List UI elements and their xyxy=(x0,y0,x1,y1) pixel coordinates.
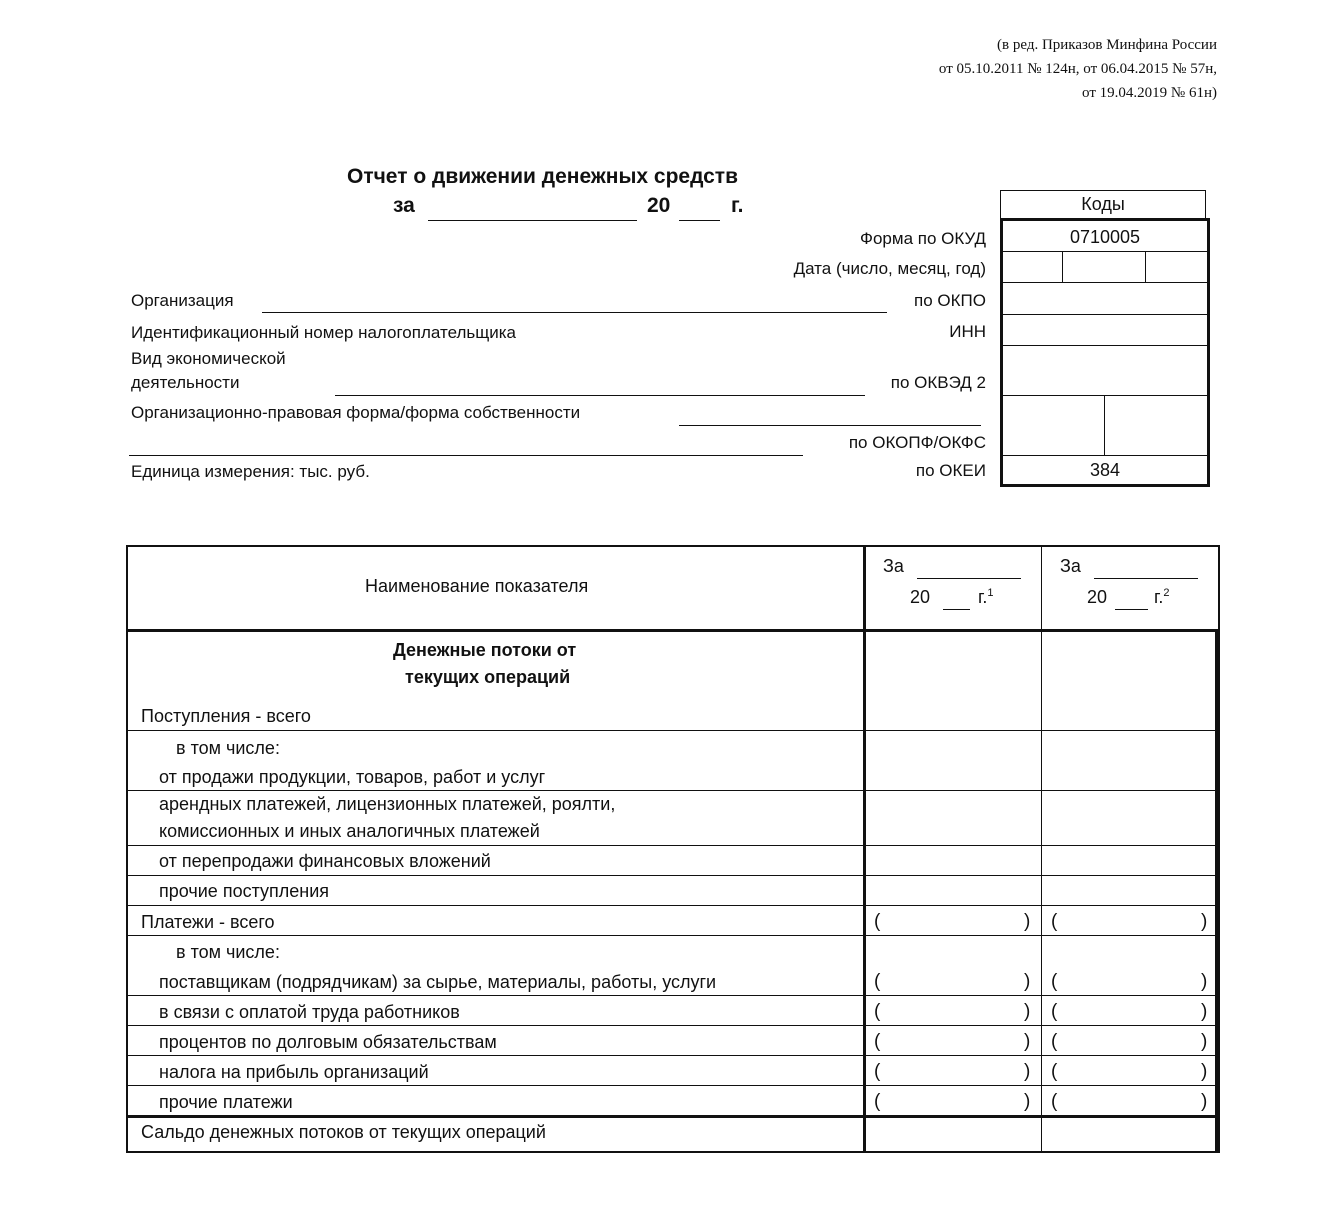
col1-year-line[interactable] xyxy=(943,609,970,610)
paren-close: ) xyxy=(1201,1031,1208,1052)
row-receipts-total: Поступления - всего xyxy=(141,706,311,726)
row-profit-tax: налога на прибыль организаций xyxy=(159,1062,429,1082)
paren-open: ( xyxy=(874,911,881,932)
paren-close: ) xyxy=(1024,971,1031,992)
codes-header: Коды xyxy=(1081,194,1125,214)
row-resale: от перепродажи финансовых вложений xyxy=(159,851,491,871)
row-other-payments: прочие платежи xyxy=(159,1092,293,1112)
legal-form-input-line-2[interactable] xyxy=(129,455,803,456)
okei-label: по ОКЕИ xyxy=(915,461,986,480)
amendment-line-3: от 19.04.2019 № 61н) xyxy=(1082,85,1217,101)
okud-code: 0710005 xyxy=(1069,227,1141,247)
okopf-label: по ОКОПФ/ОКФС xyxy=(848,433,986,452)
paren-open: ( xyxy=(1051,1031,1058,1052)
paren-close: ) xyxy=(1201,1091,1208,1112)
paren-close: ) xyxy=(1024,1091,1031,1112)
row-interest: процентов по долговым обязательствам xyxy=(159,1032,497,1052)
paren-open: ( xyxy=(1051,1001,1058,1022)
organization-label: Организация xyxy=(131,291,234,310)
row-incl-2: в том числе: xyxy=(176,942,280,962)
paren-close: ) xyxy=(1201,1001,1208,1022)
paren-open: ( xyxy=(874,1031,881,1052)
row-payments-total: Платежи - всего xyxy=(141,912,275,932)
paren-open: ( xyxy=(874,1001,881,1022)
col1-za: За xyxy=(883,556,904,576)
title-year-suffix: г. xyxy=(731,194,744,217)
period-input-line[interactable] xyxy=(428,220,637,221)
cash-flow-table xyxy=(126,545,1220,1153)
col2-za: За xyxy=(1060,556,1081,576)
organization-input-line[interactable] xyxy=(262,312,887,313)
col1-year-suffix: г.$^1$ xyxy=(978,587,994,607)
report-title: Отчет о движении денежных средств xyxy=(347,165,739,188)
col2-year-prefix: 20 xyxy=(1087,587,1108,607)
col2-period-line[interactable] xyxy=(1094,578,1198,579)
paren-open: ( xyxy=(1051,1061,1058,1082)
date-label: Дата (число, месяц, год) xyxy=(793,259,986,278)
row-other-receipts: прочие поступления xyxy=(159,881,330,901)
row-rent-2: комиссионных и иных аналогичных платежей xyxy=(159,821,540,841)
paren-close: ) xyxy=(1024,911,1031,932)
codes-frame xyxy=(1000,218,1210,487)
paren-close: ) xyxy=(1024,1031,1031,1052)
okpo-label: по ОКПО xyxy=(914,291,986,310)
row-suppliers: поставщикам (подрядчикам) за сырье, материалы, работы, услуги xyxy=(159,972,717,992)
title-za: за xyxy=(393,194,415,217)
row-wages: в связи с оплатой труда работников xyxy=(159,1002,460,1022)
unit-label: Единица измерения: тыс. руб. xyxy=(131,462,370,481)
row-rent-1: арендных платежей, лицензионных платежей, роялти, xyxy=(159,794,616,814)
paren-open: ( xyxy=(1051,1091,1058,1112)
col2-footnote: 2 xyxy=(1163,587,1170,599)
section-title-2: текущих операций xyxy=(405,667,571,687)
legal-form-input-line-1[interactable] xyxy=(679,425,981,426)
amendment-line-1: (в ред. Приказов Минфина России xyxy=(997,37,1217,53)
paren-open: ( xyxy=(874,1091,881,1112)
codes-block xyxy=(1000,190,1210,487)
col1-year-prefix: 20 xyxy=(910,587,931,607)
okei-code: 384 xyxy=(1089,460,1121,480)
row-balance: Сальдо денежных потоков от текущих операций xyxy=(141,1122,546,1142)
paren-close: ) xyxy=(1024,1061,1031,1082)
paren-open: ( xyxy=(1051,971,1058,992)
okved-label: по ОКВЭД 2 xyxy=(890,373,986,392)
section-title-1: Денежные потоки от xyxy=(393,640,577,660)
column-name-header: Наименование показателя xyxy=(365,576,589,596)
inn-code-label: ИНН xyxy=(949,322,986,341)
inn-label: Идентификационный номер налогоплательщика xyxy=(131,323,516,342)
amendment-line-2: от 05.10.2011 № 124н, от 06.04.2015 № 57н, xyxy=(938,61,1217,77)
paren-close: ) xyxy=(1024,1001,1031,1022)
col2-year-suffix: г.$^2$ xyxy=(1154,587,1170,607)
activity-input-line[interactable] xyxy=(335,395,865,396)
year-input-line[interactable] xyxy=(679,220,720,221)
paren-open: ( xyxy=(874,971,881,992)
col1-period-line[interactable] xyxy=(917,578,1021,579)
col1-footnote: 1 xyxy=(987,587,994,599)
forma-okud-label: Форма по ОКУД xyxy=(860,229,986,248)
row-incl-1: в том числе: xyxy=(176,738,280,758)
activity-label-2: деятельности xyxy=(131,373,240,392)
row-sales: от продажи продукции, товаров, работ и услуг xyxy=(159,767,546,787)
paren-open: ( xyxy=(1051,911,1058,932)
paren-close: ) xyxy=(1201,971,1208,992)
col2-year-line[interactable] xyxy=(1115,609,1148,610)
paren-close: ) xyxy=(1201,911,1208,932)
title-year-prefix: 20 xyxy=(647,194,671,217)
paren-close: ) xyxy=(1201,1061,1208,1082)
legal-form-label: Организационно-правовая форма/форма собственности xyxy=(131,403,581,422)
paren-open: ( xyxy=(874,1061,881,1082)
activity-label-1: Вид экономической xyxy=(131,349,286,368)
